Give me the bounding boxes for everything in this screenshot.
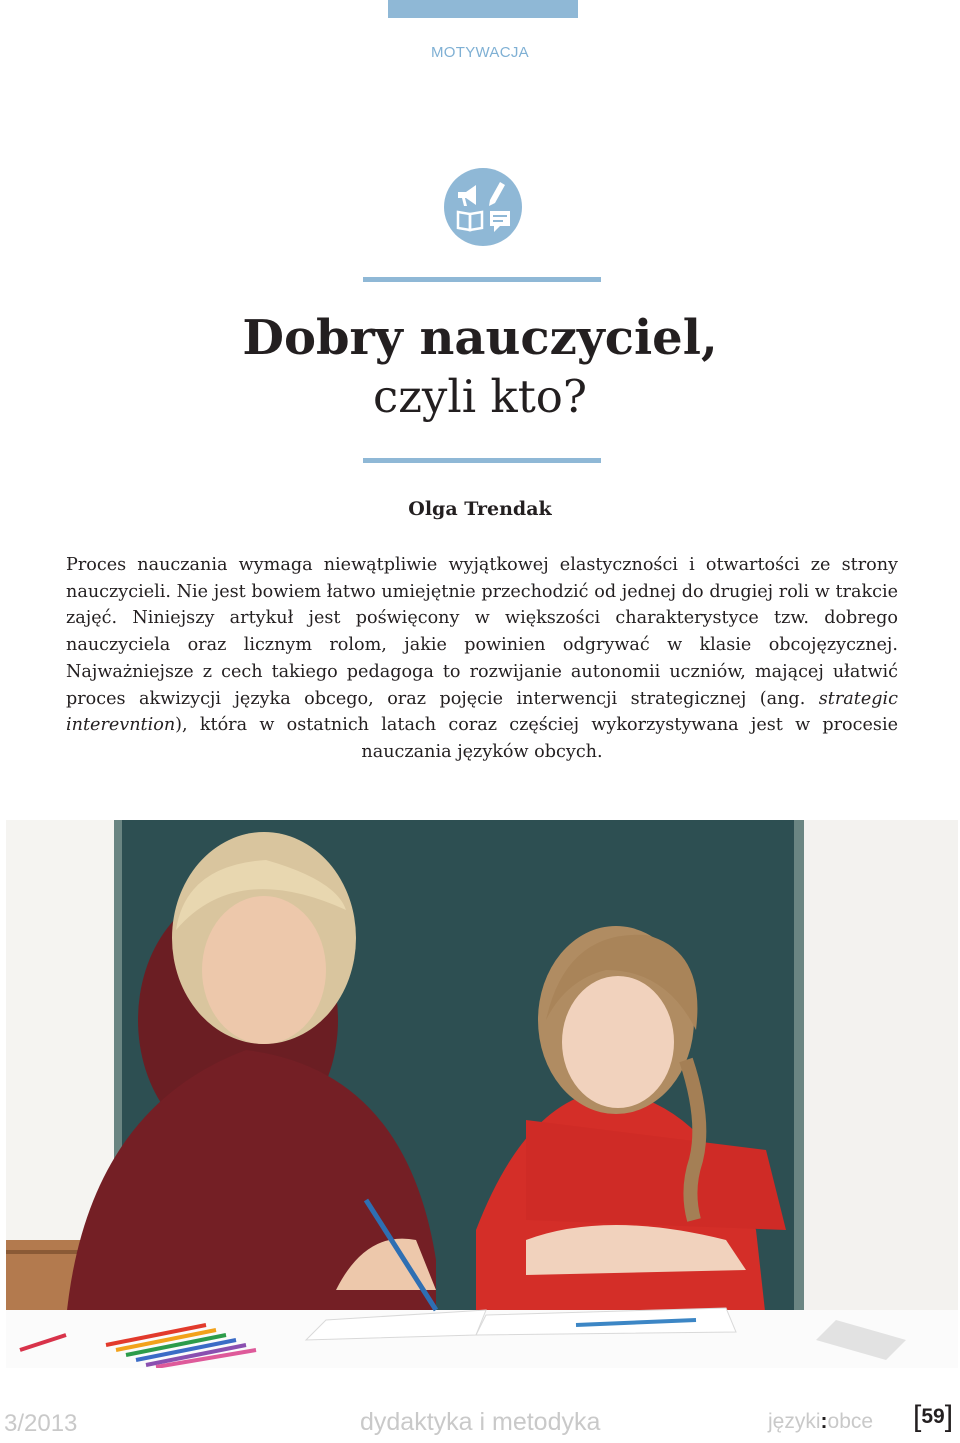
section-label: MOTYWACJA xyxy=(431,44,529,61)
article-lead xyxy=(66,552,898,766)
journal-name-part1: języki xyxy=(768,1410,821,1433)
article-author: Olga Trendak xyxy=(408,498,552,520)
megaphone-icon xyxy=(458,185,476,206)
title-rule-bottom xyxy=(363,458,601,463)
article-title xyxy=(0,306,960,424)
page-number xyxy=(913,1400,953,1434)
footer-journal xyxy=(768,1410,873,1434)
page-bracket-open: [ xyxy=(913,1400,922,1433)
lead-text-end: ), która w ostatnich latach coraz częściej wykorzystywana jest w procesie nauczania języków obcych. xyxy=(175,715,898,762)
book-icon xyxy=(458,212,482,230)
lead-text: Proces nauczania wymaga niewątpliwie wyjątkowej elastyczności i otwartości ze strony nauczycieli. Nie jest bowiem łatwo umiejętnie przechodzić od jednej do drugiej roli w trakcie zajęć. Niniejszy artykuł jest poświęcony w większości charakterystyce tzw. dobrego nauczyciela oraz licznym rolom, jakie powinien odgrywać w klasie obcojęzycznej. Najważniejsze z cech takiego pedagoga to rozwijanie autonomii uczniów, mającej ułatwić proces akwizycji języka obcego, oraz pojęcie interwencji strategicznej (ang. xyxy=(66,555,898,709)
section-badge xyxy=(444,168,522,246)
footer-section: dydaktyka i metodyka xyxy=(360,1408,601,1436)
page-bracket-close: ] xyxy=(944,1400,954,1433)
article-title-main: Dobry nauczyciel, xyxy=(242,310,718,366)
pencil-icon xyxy=(489,182,505,206)
journal-name-part2: obce xyxy=(827,1410,874,1433)
title-rule-top xyxy=(363,277,601,282)
lead-italic-term: strategic interevntion xyxy=(66,688,898,736)
top-accent-bar xyxy=(388,0,578,18)
article-title-sub: czyli kto? xyxy=(373,370,587,423)
journal-separator: : xyxy=(820,1410,828,1433)
speech-bubble-icon xyxy=(490,211,510,232)
page-number-value: 59 xyxy=(921,1405,945,1428)
teacher-student-photo xyxy=(6,820,958,1368)
footer-issue: 3/2013 xyxy=(4,1410,78,1437)
